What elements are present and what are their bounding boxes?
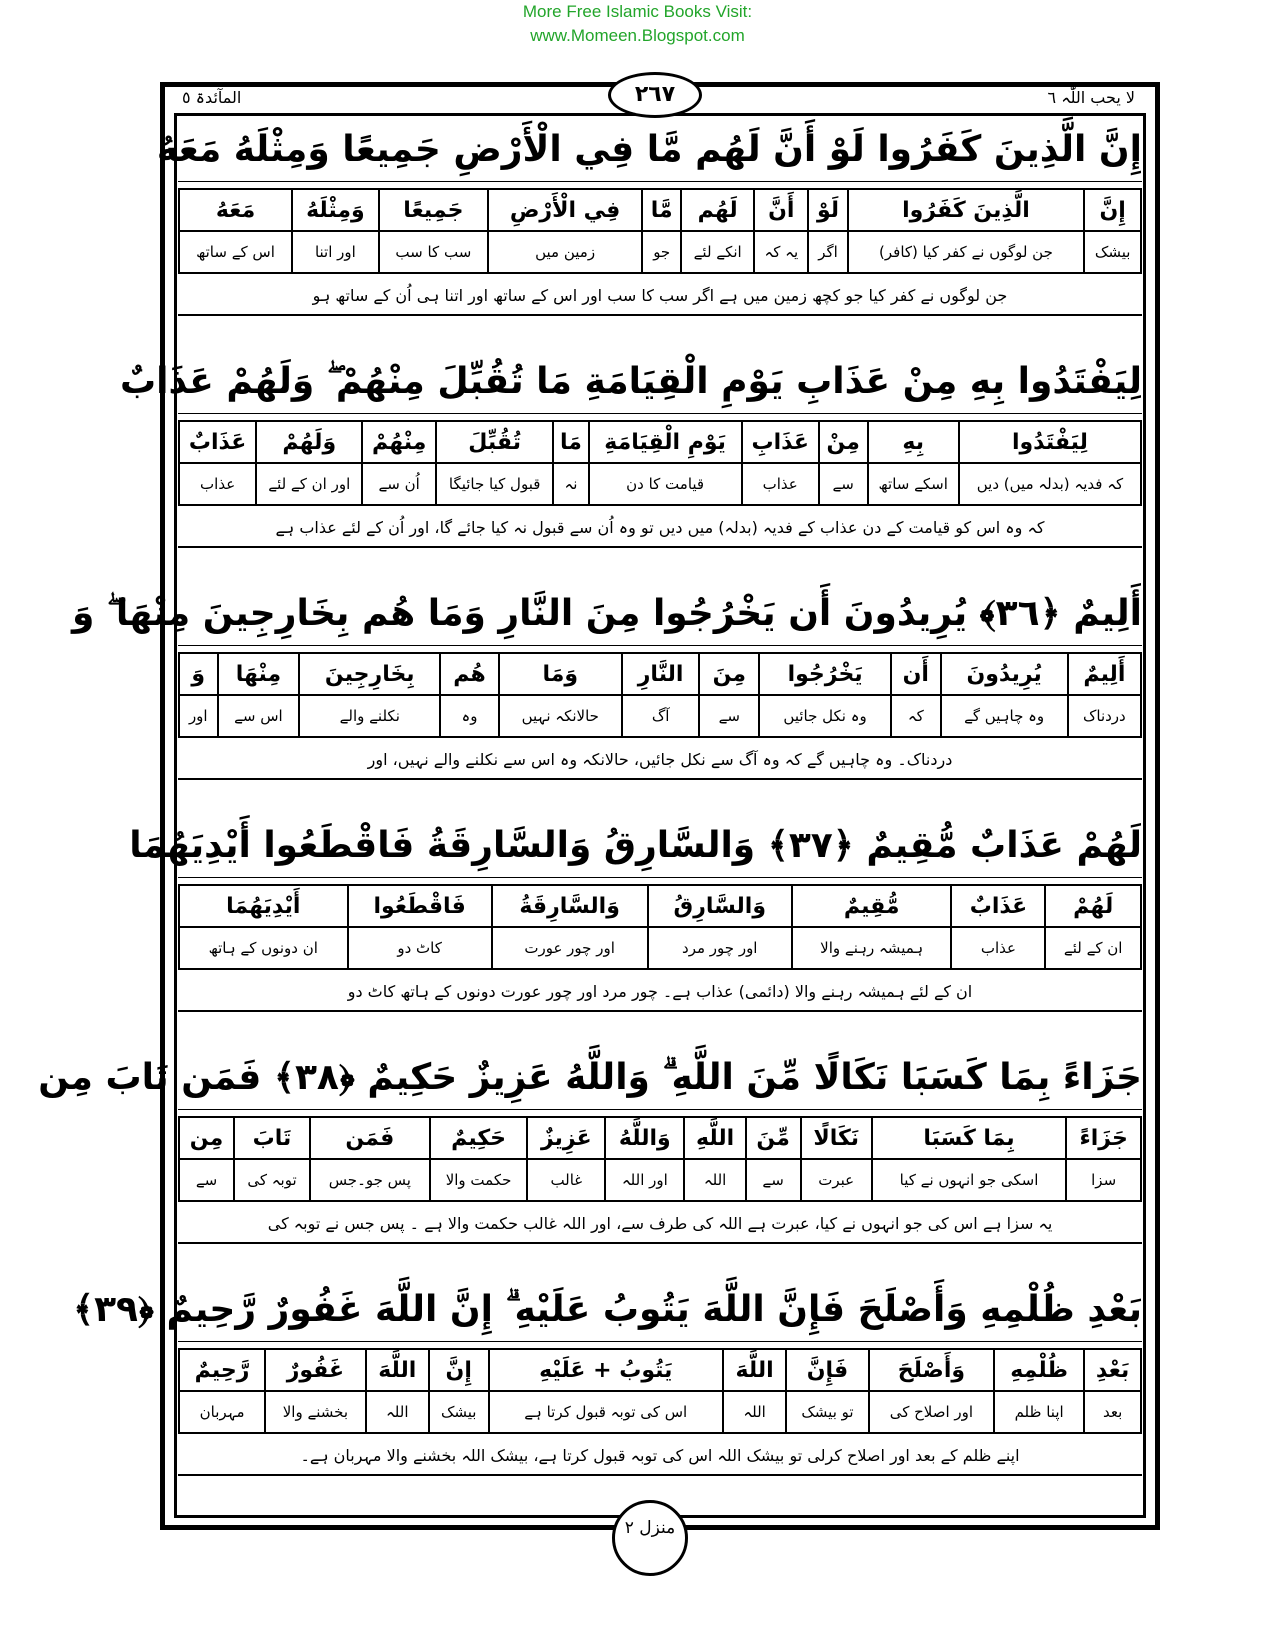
urdu-meaning: اور چور مرد bbox=[648, 927, 792, 969]
ayah-line: لِيَفْتَدُوا بِهِ مِنْ عَذَابِ يَوْمِ الْقِيَامَةِ مَا تُقُبِّلَ مِنْهُمْ ۖ وَلَهُمْ عَذَابٌ bbox=[178, 350, 1142, 414]
arabic-word: رَّحِيمٌ bbox=[179, 1349, 265, 1391]
urdu-meaning: عبرت bbox=[801, 1159, 872, 1201]
arabic-word: مِنْهُمْ bbox=[362, 421, 436, 463]
word-by-word-table bbox=[178, 884, 1142, 970]
urdu-meaning: اور اتنا bbox=[292, 231, 379, 273]
urdu-meaning: عذاب bbox=[179, 463, 256, 505]
word-by-word-table bbox=[178, 1348, 1142, 1434]
arabic-word: وَلَهُمْ bbox=[256, 421, 362, 463]
promo-line-1: More Free Islamic Books Visit: bbox=[522, 2, 753, 21]
urdu-meaning: دردناک bbox=[1068, 695, 1141, 737]
arabic-word: فِي الْأَرْضِ bbox=[488, 189, 642, 231]
arabic-word: أَن bbox=[891, 653, 941, 695]
urdu-meaning: اس کی توبہ قبول کرتا ہے bbox=[489, 1391, 723, 1433]
urdu-meaning: قیامت کا دن bbox=[589, 463, 742, 505]
arabic-word: هُم bbox=[440, 653, 498, 695]
urdu-meaning: اور ان کے لئے bbox=[256, 463, 362, 505]
urdu-meaning: ان کے لئے bbox=[1045, 927, 1141, 969]
urdu-meaning: اور چور عورت bbox=[492, 927, 648, 969]
urdu-meaning: اس کے ساتھ bbox=[179, 231, 292, 273]
urdu-meaning: اللہ bbox=[684, 1159, 745, 1201]
arabic-word: مِنَ bbox=[699, 653, 759, 695]
arabic-word: مَا bbox=[553, 421, 588, 463]
arabic-word: جَمِيعًا bbox=[379, 189, 488, 231]
promo-url[interactable]: www.Momeen.Blogspot.com bbox=[530, 26, 745, 45]
arabic-words-row bbox=[179, 189, 1141, 231]
word-by-word-table bbox=[178, 188, 1142, 274]
urdu-meaning: جو bbox=[642, 231, 681, 273]
arabic-word: غَفُورٌ bbox=[265, 1349, 366, 1391]
urdu-meaning: بخشنے والا bbox=[265, 1391, 366, 1433]
arabic-word: أَيْدِيَهُمَا bbox=[179, 885, 348, 927]
urdu-meaning: عذاب bbox=[742, 463, 819, 505]
arabic-word: عَذَابٌ bbox=[179, 421, 256, 463]
arabic-word: فَإِنَّ bbox=[786, 1349, 869, 1391]
urdu-meaning: اگر bbox=[808, 231, 847, 273]
arabic-word: وَأَصْلَحَ bbox=[869, 1349, 994, 1391]
arabic-word: مِنْ bbox=[819, 421, 868, 463]
urdu-meaning: کہ فدیہ (بدلہ میں) دیں bbox=[959, 463, 1141, 505]
urdu-meaning: اللہ bbox=[366, 1391, 429, 1433]
arabic-word: يَتُوبُ + عَلَيْهِ bbox=[489, 1349, 723, 1391]
arabic-word: نَكَالًا bbox=[801, 1117, 872, 1159]
urdu-meaning: توبہ کی bbox=[234, 1159, 310, 1201]
urdu-meaning: اللہ bbox=[723, 1391, 786, 1433]
urdu-meaning: اُن سے bbox=[362, 463, 436, 505]
urdu-meaning: بیشک bbox=[429, 1391, 489, 1433]
surah-name-header: المآئدۃ ٥ bbox=[182, 88, 242, 107]
arabic-word: أَلِيمٌ bbox=[1068, 653, 1141, 695]
word-by-word-table bbox=[178, 1116, 1142, 1202]
urdu-meaning: انکے لئے bbox=[681, 231, 754, 273]
arabic-word: وَاللَّهُ bbox=[605, 1117, 684, 1159]
urdu-meaning: کہ bbox=[891, 695, 941, 737]
arabic-word: حَكِيمٌ bbox=[430, 1117, 528, 1159]
urdu-meaning: یہ کہ bbox=[754, 231, 808, 273]
urdu-meanings-row bbox=[179, 231, 1141, 273]
arabic-word: بِخَارِجِينَ bbox=[299, 653, 440, 695]
arabic-word: وَمَا bbox=[499, 653, 622, 695]
arabic-word: بِهِ bbox=[868, 421, 959, 463]
juz-name-header: لا یحب اللّٰہ ٦ bbox=[1047, 88, 1135, 107]
urdu-meaning: نہ bbox=[553, 463, 588, 505]
urdu-meanings-row bbox=[179, 1159, 1141, 1201]
arabic-word: عَذَابٌ bbox=[951, 885, 1045, 927]
page-number: ٢٦٧ bbox=[608, 72, 702, 118]
urdu-meaning: غالب bbox=[527, 1159, 605, 1201]
urdu-meaning: سے bbox=[179, 1159, 234, 1201]
urdu-meaning: جن لوگوں نے کفر کیا (کافر) bbox=[848, 231, 1085, 273]
arabic-word: اللَّهِ bbox=[684, 1117, 745, 1159]
arabic-word: يَوْمِ الْقِيَامَةِ bbox=[589, 421, 742, 463]
urdu-translation: کہ وہ اس کو قیامت کے دن عذاب کے فدیہ (بدلہ) میں دیں تو وہ اُن سے قبول نہ کیا جائے گا، اور اُن کے لئے عذاب ہے bbox=[178, 508, 1142, 548]
urdu-translation: یہ سزا ہے اس کی جو انہوں نے کیا، عبرت ہے اللہ کی طرف سے، اور اللہ غالب حکمت والا ہے ۔ پس جس نے توبہ کی bbox=[178, 1204, 1142, 1244]
urdu-meaning: آگ bbox=[622, 695, 700, 737]
urdu-meaning: زمین میں bbox=[488, 231, 642, 273]
arabic-word: بِمَا كَسَبَا bbox=[872, 1117, 1067, 1159]
arabic-word: يُرِيدُونَ bbox=[941, 653, 1068, 695]
urdu-meaning: حالانکہ نہیں bbox=[499, 695, 622, 737]
arabic-word: وَالسَّارِقَةُ bbox=[492, 885, 648, 927]
arabic-word: بَعْدِ bbox=[1084, 1349, 1141, 1391]
arabic-word: مِّنَ bbox=[746, 1117, 801, 1159]
arabic-word: جَزَاءً bbox=[1066, 1117, 1141, 1159]
arabic-word: الَّذِينَ كَفَرُوا bbox=[848, 189, 1085, 231]
arabic-word: وَالسَّارِقُ bbox=[648, 885, 792, 927]
urdu-meaning: ان دونوں کے ہاتھ bbox=[179, 927, 348, 969]
arabic-word: فَاقْطَعُوا bbox=[348, 885, 492, 927]
arabic-word: ظُلْمِهِ bbox=[994, 1349, 1084, 1391]
arabic-word: تُقُبِّلَ bbox=[436, 421, 553, 463]
urdu-meaning: پس جو۔جس bbox=[310, 1159, 430, 1201]
urdu-meanings-row bbox=[179, 1391, 1141, 1433]
ayah-line: أَلِيمٌ ﴿٣٦﴾ يُرِيدُونَ أَن يَخْرُجُوا مِنَ النَّارِ وَمَا هُم بِخَارِجِينَ مِنْهَا ۖ وَ bbox=[178, 582, 1142, 646]
urdu-meaning: اور bbox=[179, 695, 218, 737]
arabic-word: مِن bbox=[179, 1117, 234, 1159]
urdu-meanings-row bbox=[179, 695, 1141, 737]
urdu-meaning: وہ نکل جائیں bbox=[759, 695, 891, 737]
arabic-word: فَمَن bbox=[310, 1117, 430, 1159]
arabic-word: وَ bbox=[179, 653, 218, 695]
urdu-meaning: اپنا ظلم bbox=[994, 1391, 1084, 1433]
urdu-translation: جن لوگوں نے کفر کیا جو کچھ زمین میں ہے اگر سب کا سب اور اس کے ساتھ اور اتنا ہی اُن کے ساتھ ہو bbox=[178, 276, 1142, 316]
urdu-meaning: اسکی جو انہوں نے کیا bbox=[872, 1159, 1067, 1201]
arabic-word: عَزِيزٌ bbox=[527, 1117, 605, 1159]
arabic-word: اللَّهَ bbox=[366, 1349, 429, 1391]
urdu-meanings-row bbox=[179, 927, 1141, 969]
urdu-meaning: سے bbox=[819, 463, 868, 505]
urdu-meaning: اور اللہ bbox=[605, 1159, 684, 1201]
arabic-word: عَذَابِ bbox=[742, 421, 819, 463]
arabic-words-row bbox=[179, 885, 1141, 927]
arabic-words-row bbox=[179, 421, 1141, 463]
urdu-meaning: اور اصلاح کی bbox=[869, 1391, 994, 1433]
ayah-line: لَهُمْ عَذَابٌ مُّقِيمٌ ﴿٣٧﴾ وَالسَّارِقُ وَالسَّارِقَةُ فَاقْطَعُوا أَيْدِيَهُمَا bbox=[178, 814, 1142, 878]
arabic-word: مُّقِيمٌ bbox=[792, 885, 952, 927]
arabic-word: تَابَ bbox=[234, 1117, 310, 1159]
urdu-meaning: وہ چاہیں گے bbox=[941, 695, 1068, 737]
arabic-word: إِنَّ bbox=[1084, 189, 1141, 231]
urdu-meaning: وہ bbox=[440, 695, 498, 737]
urdu-meaning: بیشک bbox=[1084, 231, 1141, 273]
word-by-word-table bbox=[178, 652, 1142, 738]
manzil-badge: منزل ٢ bbox=[612, 1500, 688, 1576]
arabic-word: مَعَهُ bbox=[179, 189, 292, 231]
arabic-word: مَّا bbox=[642, 189, 681, 231]
urdu-translation: دردناک۔ وہ چاہیں گے کہ وہ آگ سے نکل جائیں، حالانکہ وہ اس سے نکلنے والے نہیں، اور bbox=[178, 740, 1142, 780]
urdu-meanings-row bbox=[179, 463, 1141, 505]
arabic-word: يَخْرُجُوا bbox=[759, 653, 891, 695]
urdu-meaning: سزا bbox=[1066, 1159, 1141, 1201]
arabic-word: وَمِثْلَهُ bbox=[292, 189, 379, 231]
urdu-meaning: بعد bbox=[1084, 1391, 1141, 1433]
ayah-line: إِنَّ الَّذِينَ كَفَرُوا لَوْ أَنَّ لَهُم مَّا فِي الْأَرْضِ جَمِيعًا وَمِثْلَهُ مَعَهُ bbox=[178, 118, 1142, 182]
word-by-word-table bbox=[178, 420, 1142, 506]
arabic-word: لِيَفْتَدُوا bbox=[959, 421, 1141, 463]
arabic-word: إِنَّ bbox=[429, 1349, 489, 1391]
arabic-word: أَنَّ bbox=[754, 189, 808, 231]
urdu-meaning: سب کا سب bbox=[379, 231, 488, 273]
ayah-line: جَزَاءً بِمَا كَسَبَا نَكَالًا مِّنَ اللَّهِ ۗ وَاللَّهُ عَزِيزٌ حَكِيمٌ ﴿٣٨﴾ فَمَن تَابَ مِن bbox=[178, 1046, 1142, 1110]
arabic-word: النَّارِ bbox=[622, 653, 700, 695]
urdu-meaning: قبول کیا جائیگا bbox=[436, 463, 553, 505]
urdu-meaning: حکمت والا bbox=[430, 1159, 528, 1201]
urdu-meaning: نکلنے والے bbox=[299, 695, 440, 737]
urdu-meaning: سے bbox=[699, 695, 759, 737]
urdu-meaning: کاٹ دو bbox=[348, 927, 492, 969]
arabic-words-row bbox=[179, 1117, 1141, 1159]
arabic-word: مِنْهَا bbox=[218, 653, 300, 695]
arabic-words-row bbox=[179, 1349, 1141, 1391]
arabic-word: لَهُمْ bbox=[1045, 885, 1141, 927]
ayah-line: بَعْدِ ظُلْمِهِ وَأَصْلَحَ فَإِنَّ اللَّهَ يَتُوبُ عَلَيْهِ ۗ إِنَّ اللَّهَ غَفُورٌ رَّحِيمٌ ﴿٣٩﴾ bbox=[178, 1278, 1142, 1342]
urdu-translation: اپنے ظلم کے بعد اور اصلاح کرلی تو بیشک اللہ اس کی توبہ قبول کرتا ہے، بیشک اللہ بخشنے والا مہربان ہے۔ bbox=[178, 1436, 1142, 1476]
arabic-word: لَوْ bbox=[808, 189, 847, 231]
urdu-meaning: مہربان bbox=[179, 1391, 265, 1433]
urdu-meaning: تو بیشک bbox=[786, 1391, 869, 1433]
urdu-meaning: ہمیشہ رہنے والا bbox=[792, 927, 952, 969]
urdu-translation: ان کے لئے ہمیشہ رہنے والا (دائمی) عذاب ہے۔ چور مرد اور چور عورت دونوں کے ہاتھ کاٹ دو bbox=[178, 972, 1142, 1012]
urdu-meaning: عذاب bbox=[951, 927, 1045, 969]
arabic-word: اللَّهَ bbox=[723, 1349, 786, 1391]
arabic-words-row bbox=[179, 653, 1141, 695]
urdu-meaning: اسکے ساتھ bbox=[868, 463, 959, 505]
urdu-meaning: اس سے bbox=[218, 695, 300, 737]
arabic-word: لَهُم bbox=[681, 189, 754, 231]
urdu-meaning: سے bbox=[746, 1159, 801, 1201]
